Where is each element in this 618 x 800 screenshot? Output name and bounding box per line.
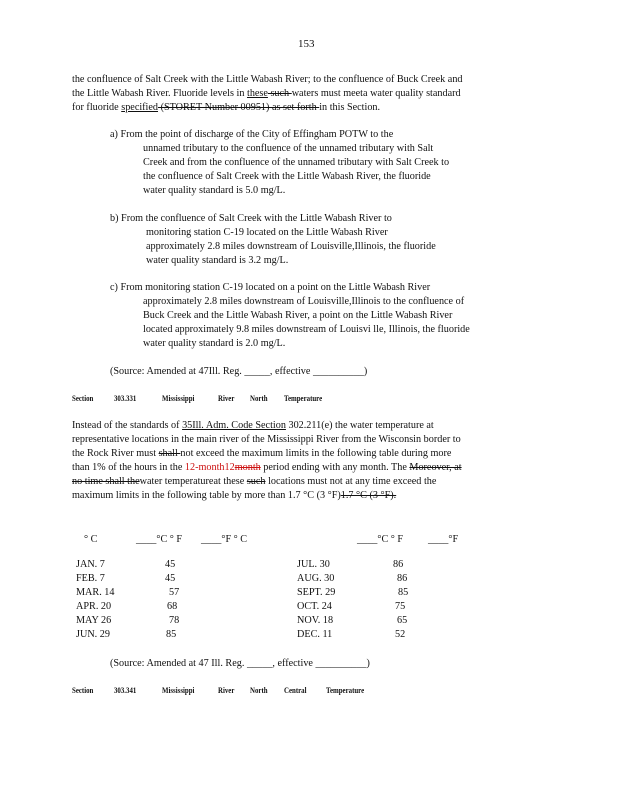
- table-row-month: FEB. 7: [76, 573, 105, 584]
- source-text: (Source: Amended at 47 Ill. Reg.: [110, 658, 247, 669]
- section-title-word: Central: [284, 686, 307, 695]
- deleted-text: no time shall the: [72, 476, 140, 487]
- table-header: ° C: [84, 534, 98, 545]
- item-b-line-4: water quality standard is 3.2 mg/L.: [146, 255, 289, 266]
- table-row-month: APR. 20: [76, 601, 112, 612]
- table-header: ____°C ° F: [357, 534, 404, 545]
- item-b-line-1: b) From the confluence of Salt Creek with the Little Wabash River to: [110, 213, 392, 224]
- table-row-month: OCT. 24: [297, 601, 332, 612]
- effective-blank: __________): [315, 658, 370, 669]
- section-label: Section: [72, 394, 94, 403]
- table-row-month: MAR. 14: [76, 587, 115, 598]
- intro-text: waters must meeta water quality standard: [291, 88, 461, 99]
- item-c-line-5: water quality standard is 2.0 mg/L.: [143, 338, 286, 349]
- source-text: , effective: [269, 366, 313, 377]
- table-row-value: 86: [393, 559, 404, 570]
- inserted-text: these: [246, 88, 268, 99]
- para-text: 302.211(e) the water temperature at: [285, 420, 434, 431]
- table-row-month: NOV. 18: [297, 615, 334, 626]
- table-row-month: MAY 26: [76, 615, 112, 626]
- para-text: not exceed the maximum limits in the following table during more: [180, 448, 452, 459]
- section-number: 303.331: [114, 394, 137, 403]
- section-title-word: River: [218, 394, 235, 403]
- intro-text: in this Section.: [319, 102, 381, 113]
- table-row-value: 45: [165, 559, 176, 570]
- table-row-month: JUN. 29: [76, 629, 110, 640]
- table-row-value: 85: [166, 629, 177, 640]
- source-text: (Source: Amended at 47Ill. Reg.: [110, 366, 245, 377]
- deleted-text: such: [246, 476, 266, 487]
- section-title-word: North: [250, 686, 268, 695]
- intro-line-2: [72, 87, 461, 101]
- source-note: [110, 657, 370, 671]
- para-line-3: [72, 447, 451, 461]
- reg-blank: _____: [244, 366, 270, 377]
- section-title-word: Mississippi: [162, 394, 195, 403]
- item-c-line-1: c) From monitoring station C-19 located on a point on the Little Wabash River: [110, 282, 431, 293]
- para-text: Instead of the standards of: [72, 420, 183, 431]
- para-line-6: [72, 489, 396, 503]
- reg-blank: _____: [246, 658, 273, 669]
- table-row-value: 65: [397, 615, 408, 626]
- table-row-value: 52: [395, 629, 406, 640]
- section-title-word: Temperature: [284, 394, 323, 403]
- para-line-4: [72, 461, 462, 475]
- section-title-word: Temperature: [326, 686, 365, 695]
- item-b-line-2: monitoring station C-19 located on the Little Wabash River: [146, 227, 388, 238]
- item-c-line-4: located approximately 9.8 miles downstream of Louisvi lle, Illinois, the fluoride: [143, 324, 470, 335]
- section-title-word: Mississippi: [162, 686, 195, 695]
- item-c-line-3: Buck Creek and the Little Wabash River, a point on the Little Wabash River: [143, 310, 453, 321]
- deleted-text: such: [267, 88, 292, 99]
- para-text: water temperatureat these: [139, 476, 247, 487]
- table-row-month: DEC. 11: [297, 629, 333, 640]
- intro-line-3: [72, 101, 380, 115]
- table-row-month: JUL. 30: [297, 559, 330, 570]
- deleted-text: month: [234, 462, 261, 473]
- inserted-text: specified: [121, 102, 159, 113]
- table-header: ____°F ° C: [201, 534, 248, 545]
- item-a-line-2: unnamed tributary to the confluence of the unnamed tributary with Salt: [143, 143, 434, 154]
- deleted-text: shall: [158, 448, 181, 459]
- item-a-line-5: water quality standard is 5.0 mg/L.: [143, 185, 286, 196]
- page-number: 153: [298, 38, 315, 50]
- para-text: period ending with any month. The: [260, 462, 410, 473]
- section-title-word: River: [218, 686, 235, 695]
- table-row-value: 78: [169, 615, 180, 626]
- deleted-text: Moreover, at: [409, 462, 462, 473]
- inserted-text: 35Ill. Adm. Code Section: [182, 420, 286, 431]
- table-row-month: AUG. 30: [297, 573, 335, 584]
- intro-line-1: the confluence of Salt Creek with the Little Wabash River; to the confluence of Buck Creek and: [72, 74, 463, 85]
- deleted-text: 1.7 °C (3 °F).: [340, 490, 397, 501]
- item-a-line-4: the confluence of Salt Creek with the Little Wabash River, the fluoride: [143, 171, 431, 182]
- table-row-value: 45: [165, 573, 176, 584]
- para-line-2: representative locations in the main river of the Mississippi River from the Wisconsin border to: [72, 434, 461, 445]
- table-header: ____°C ° F: [136, 534, 183, 545]
- effective-blank: __________): [312, 366, 368, 377]
- item-a-line-3: Creek and from the confluence of the unnamed tributary with Salt Creek to: [143, 157, 450, 168]
- table-row-value: 85: [398, 587, 409, 598]
- section-label: Section: [72, 686, 94, 695]
- item-b-line-3: approximately 2.8 miles downstream of Louisville,Illinois, the fluoride: [146, 241, 436, 252]
- para-line-5: [72, 475, 436, 489]
- table-row-value: 86: [397, 573, 408, 584]
- table-row-value: 75: [395, 601, 406, 612]
- section-title-word: North: [250, 394, 268, 403]
- deleted-text: (STORET Number 00951) as set forth: [158, 102, 320, 113]
- table-row-value: 57: [169, 587, 180, 598]
- source-text: , effective: [272, 658, 316, 669]
- para-text: the Rock River must: [72, 448, 159, 459]
- item-a-line-1: a) From the point of discharge of the City of Effingham POTW to the: [110, 129, 394, 140]
- para-text: maximum limits in the following table by more than 1.7 °C (3 °F): [72, 490, 341, 501]
- intro-text: the Little Wabash River. Fluoride levels in: [72, 88, 247, 99]
- intro-text: for fluoride: [72, 102, 122, 113]
- table-row-month: SEPT. 29: [297, 587, 336, 598]
- para-text: locations must not at any time exceed the: [265, 476, 437, 487]
- inserted-text: 12-month12: [184, 462, 235, 473]
- section-number: 303.341: [114, 686, 137, 695]
- table-header: ____°F: [428, 534, 459, 545]
- source-note: [110, 365, 367, 379]
- para-line-1: [72, 419, 434, 433]
- table-row-month: JAN. 7: [76, 559, 105, 570]
- table-row-value: 68: [167, 601, 178, 612]
- item-c-line-2: approximately 2.8 miles downstream of Louisville,Illinois to the confluence of: [143, 296, 465, 307]
- para-text: than 1% of the hours in the: [72, 462, 185, 473]
